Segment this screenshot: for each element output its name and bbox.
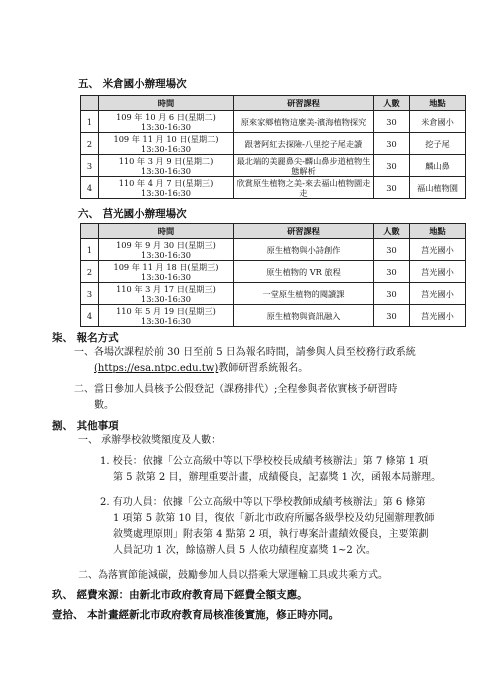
cell-date: 110 年 3 月 17 日(星期三) <box>116 283 216 294</box>
section7-item2-line1: 二、當日參加人員核予公假登記（課務排代）;全程參與者依實核予研習時 <box>74 384 398 395</box>
registration-link[interactable]: (https://esa.ntpc.edu.tw) <box>94 363 219 374</box>
cell-date: 109 年 9 月 30 日(星期三) <box>116 239 216 250</box>
section8-point1-line2: 第 5 款第 2 目，辦理重要計畫，成績優良，記嘉獎 1 次，函報本局辦理。 <box>113 472 442 483</box>
cell-place: 福山植物園 <box>410 177 466 199</box>
cell-hours: 13:30-16:30 <box>141 315 191 326</box>
header-place: 地點 <box>410 96 466 111</box>
section7-item1 <box>74 345 474 377</box>
cell-people: 30 <box>374 283 410 305</box>
section8-point2-line3: 敘獎處理原則」附表第 4 點第 2 項，執行專案計畫績效優良，主要策劃 <box>113 529 429 540</box>
cell-hours: 13:30-16:30 <box>141 249 191 260</box>
cell-people: 30 <box>374 177 410 199</box>
cell-course: 原生植物的 VR 旅程 <box>234 261 374 283</box>
cell-hours: 13:30-16:30 <box>141 121 191 132</box>
cell-place: 莒光國小 <box>410 261 466 283</box>
cell-no: 4 <box>81 177 99 199</box>
cell-time <box>99 155 234 177</box>
cell-time <box>99 111 234 133</box>
cell-time <box>99 283 234 305</box>
section8-sub1: 一、 承辦學校敘獎額度及人數： <box>78 435 222 446</box>
section8-point2 <box>100 495 480 559</box>
section10-title: 壹拾、 本計畫經新北市政府教育局核准後實施，修正時亦同。 <box>52 609 340 621</box>
section7-item2-line2: 數。 <box>94 400 114 411</box>
cell-date: 110 年 5 月 19 日(星期三) <box>116 305 216 316</box>
cell-place: 莒光國小 <box>410 239 466 261</box>
cell-place: 麟山鼻 <box>410 155 466 177</box>
cell-date: 109 年 11 月 10 日(星期二) <box>113 133 219 144</box>
header-course: 研習課程 <box>234 224 374 239</box>
cell-date: 109 年 10 月 6 日(星期二) <box>116 111 216 122</box>
cell-no: 2 <box>81 133 99 155</box>
table-header-row <box>81 224 466 239</box>
header-people: 人數 <box>374 96 410 111</box>
section8-point2-line1: 2. 有功人員：依據「公立高級中等以下學校教師成績考核辦法」第 6 條第 <box>100 497 426 508</box>
table-header-row <box>81 96 466 111</box>
cell-no: 3 <box>81 155 99 177</box>
section8-point1 <box>100 454 480 486</box>
cell-people: 30 <box>374 133 410 155</box>
table-row <box>81 111 466 133</box>
cell-place: 挖子尾 <box>410 133 466 155</box>
section7-item2 <box>74 382 474 414</box>
cell-time <box>99 177 234 199</box>
cell-course: 欣賞原生植物之美-來去福山植物園走走 <box>234 177 374 199</box>
cell-people: 30 <box>374 305 410 327</box>
table-row <box>81 239 466 261</box>
table-row <box>81 133 466 155</box>
section9-title: 玖、 經費來源：由新北市政府教育局下經費全額支應。 <box>52 589 308 601</box>
table-row <box>81 261 466 283</box>
section6-title: 六、 莒光國小辦理場次 <box>78 208 187 220</box>
cell-hours: 13:30-16:30 <box>141 187 191 198</box>
header-no <box>81 224 99 239</box>
cell-hours: 13:30-16:30 <box>141 271 191 282</box>
cell-time <box>99 239 234 261</box>
section8-point2-line2: 1 項第 5 款第 10 目，復依「新北市政府所屬各級學校及幼兒園辦理教師 <box>113 513 435 524</box>
section7-item1-line1: 一、各場次課程於前 30 日至前 5 日為報名時間，請參與人員至校務行政系統 <box>74 347 416 358</box>
cell-time <box>99 261 234 283</box>
cell-place: 莒光國小 <box>410 305 466 327</box>
section5-table <box>80 95 466 199</box>
cell-people: 30 <box>374 155 410 177</box>
cell-hours: 13:30-16:30 <box>141 165 191 176</box>
cell-no: 3 <box>81 283 99 305</box>
cell-course: 最北端的美麗鼻尖-麟山鼻步道植物生態解析 <box>234 155 374 177</box>
cell-no: 2 <box>81 261 99 283</box>
cell-people: 30 <box>374 261 410 283</box>
section8-sub2: 二、為落實節能減碳，鼓勵參加人員以搭乘大眾運輸工具或共乘方式。 <box>78 570 388 581</box>
section7-item1-suffix: 教師研習系統報名。 <box>218 363 309 374</box>
cell-course: 一堂原生植物的閱讀課 <box>234 283 374 305</box>
cell-course: 原生植物與資訊融入 <box>234 305 374 327</box>
table-row <box>81 155 466 177</box>
header-people: 人數 <box>374 224 410 239</box>
cell-time <box>99 133 234 155</box>
cell-no: 1 <box>81 111 99 133</box>
cell-hours: 13:30-16:30 <box>141 293 191 304</box>
section6-table <box>80 223 466 327</box>
section8-point1-line1: 1. 校長：依據「公立高級中等以下學校校長成績考核辦法」第 7 條第 1 項 <box>100 456 429 467</box>
cell-course: 原生植物與小詩創作 <box>234 239 374 261</box>
section7-item1-line2 <box>74 361 474 377</box>
header-place: 地點 <box>410 224 466 239</box>
header-course: 研習課程 <box>234 96 374 111</box>
cell-course: 跟著阿紅去探險-八里挖子尾走讀 <box>234 133 374 155</box>
cell-course: 原來家鄉植物這麼美-濱海植物探究 <box>234 111 374 133</box>
table-row <box>81 283 466 305</box>
table-row <box>81 305 466 327</box>
table-row <box>81 177 466 199</box>
cell-place: 米倉國小 <box>410 111 466 133</box>
cell-no: 1 <box>81 239 99 261</box>
section8-point2-line4: 人員記功 1 次，餘協辦人員 5 人依功績程度嘉獎 1~2 次。 <box>113 545 376 556</box>
header-time: 時間 <box>99 224 234 239</box>
header-no <box>81 96 99 111</box>
header-time: 時間 <box>99 96 234 111</box>
cell-place: 莒光國小 <box>410 283 466 305</box>
cell-no: 4 <box>81 305 99 327</box>
section7-title: 柒、 報名方式 <box>52 332 119 344</box>
section8-title: 捌、 其他事項 <box>52 420 119 432</box>
cell-time <box>99 305 234 327</box>
section5-title: 五、 米倉國小辦理場次 <box>78 78 187 90</box>
cell-date: 110 年 3 月 9 日(星期二) <box>118 155 214 166</box>
cell-date: 110 年 4 月 7 日(星期三) <box>118 177 214 188</box>
cell-date: 109 年 11 月 18 日(星期三) <box>113 261 219 272</box>
cell-people: 30 <box>374 239 410 261</box>
cell-people: 30 <box>374 111 410 133</box>
cell-hours: 13:30-16:30 <box>141 143 191 154</box>
